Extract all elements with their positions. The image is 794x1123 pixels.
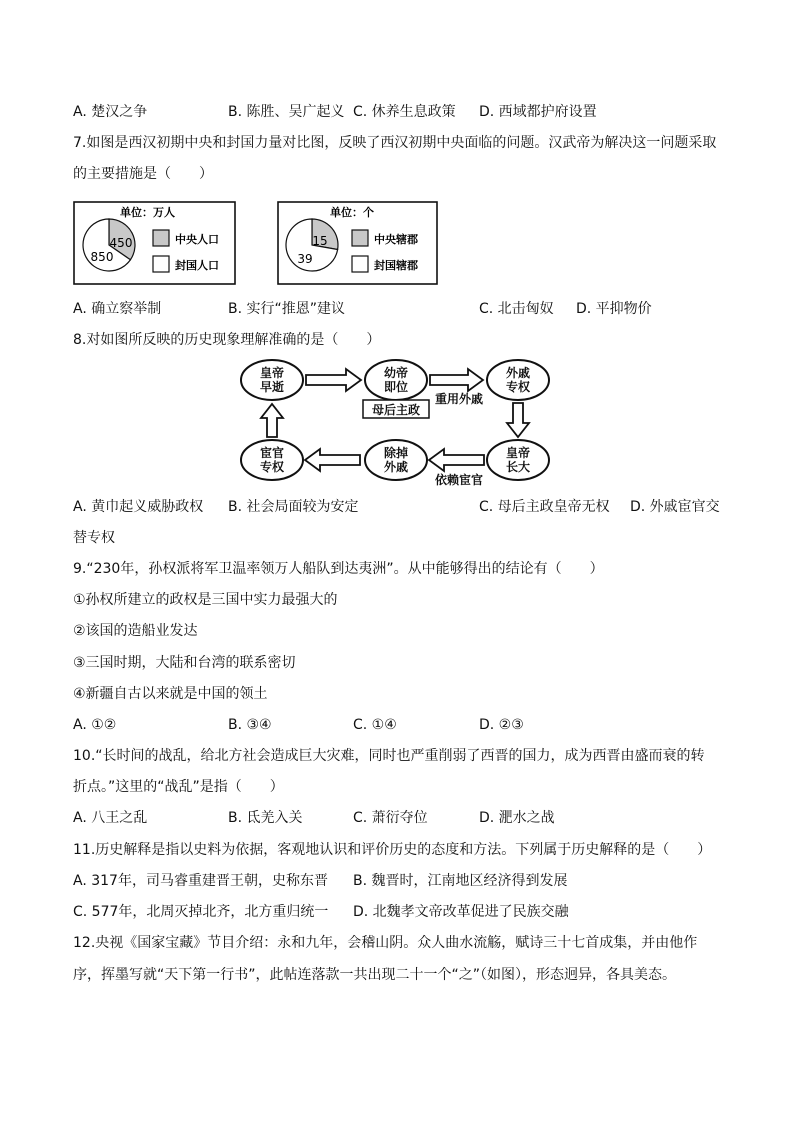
q9-option-d: D. ②③: [479, 717, 524, 733]
q11-option-d: D. 北魏孝文帝改革促进了民族交融: [353, 904, 569, 920]
pie-value-label: 450: [109, 236, 133, 250]
q11-option-c: C. 577年，北周灭掉北齐，北方重归统一: [73, 904, 329, 920]
legend-label: 中央辖郡: [374, 233, 418, 246]
arrow-3: [507, 403, 529, 437]
arrow-label-consort-kin: 重用外戚: [434, 392, 484, 406]
q9-stem: 9.“230年，孙权派将军卫温率领万人船队到达夷洲”。从中能够得出的结论有（ ）: [73, 561, 604, 577]
q8-option-d-wrap: 替专权: [73, 530, 115, 546]
chart-title: 单位：万人: [120, 206, 175, 219]
q7-option-c: C. 北击匈奴: [479, 301, 554, 317]
q10-stem-line1: 10.“长时间的战乱，给北方社会造成巨大灾难，同时也严重削弱了西晋的国力，成为西晋由盛而衰的转: [73, 748, 705, 764]
node5-line2: 外戚: [383, 460, 409, 474]
q6-option-c: C. 休养生息政策: [353, 104, 456, 120]
arrow-label-eunuchs: 依赖宦官: [434, 473, 484, 487]
node6-line1: 宦官: [259, 446, 285, 460]
q6-option-a: A. 楚汉之争: [73, 104, 148, 120]
q10-option-a: A. 八王之乱: [73, 810, 148, 826]
node2-line1: 幼帝: [383, 366, 409, 380]
node3-line2: 专权: [505, 380, 531, 394]
q11-option-a: A. 317年，司马睿重建晋王朝，史称东晋: [73, 873, 328, 889]
q7-option-d: D. 平抑物价: [576, 301, 652, 317]
q9-item-2: ②该国的造船业发达: [73, 623, 198, 639]
arrow-4: [429, 449, 484, 471]
legend-label: 封国人口: [175, 259, 219, 272]
q9-item-1: ①孙权所建立的政权是三国中实力最强大的: [73, 592, 338, 608]
q8-option-a: A. 黄巾起义威胁政权: [73, 499, 204, 515]
legend-label: 中央人口: [175, 233, 219, 246]
q10-stem-line2: 折点。”这里的“战乱”是指（ ）: [73, 779, 284, 795]
node3-line1: 外戚: [505, 366, 531, 380]
q10-option-b: B. 氐羌入关: [228, 810, 303, 826]
arrow-5: [305, 449, 360, 471]
arrow-2: [430, 369, 483, 391]
q8-option-b: B. 社会局面较为安定: [228, 499, 359, 515]
node4-line2: 长大: [505, 460, 531, 474]
q8-stem: 8.对如图所反映的历史现象理解准确的是（ ）: [73, 332, 381, 348]
node1-line2: 早逝: [259, 380, 285, 394]
node5-line1: 除掉: [383, 446, 409, 460]
q9-item-3: ③三国时期，大陆和台湾的联系密切: [73, 655, 296, 671]
q11-option-b: B. 魏晋时，江南地区经济得到发展: [353, 873, 568, 889]
node6-line2: 专权: [259, 460, 285, 474]
node1-line1: 皇帝: [259, 366, 285, 380]
pie-value-label: 15: [312, 234, 328, 248]
q6-option-b: B. 陈胜、吴广起义: [228, 104, 345, 120]
node4-line1: 皇帝: [505, 446, 531, 460]
q12-stem-line2: 序，挥墨写就“天下第一行书”，此帖连落款一共出现二十一个“之”（如图），形态迥异，各具美态。: [73, 967, 677, 983]
q7-stem-line1: 7.如图是西汉初期中央和封国力量对比图，反映了西汉初期中央面临的问题。汉武帝为解决这一问题采取: [73, 135, 717, 151]
node2-line2: 即位: [383, 380, 409, 394]
q7-stem-line2: 的主要措施是（ ）: [73, 166, 213, 182]
q9-option-c: C. ①④: [353, 717, 397, 733]
arrow-6: [261, 404, 283, 437]
mother-regent-label: 母后主政: [371, 403, 421, 417]
q11-stem: 11.历史解释是指以史料为依据，客观地认识和评价历史的态度和方法。下列属于历史解释的是（ ）: [73, 842, 712, 858]
q7-option-b: B. 实行“推恩”建议: [228, 301, 346, 317]
chart-title: 单位：个: [330, 206, 374, 219]
q8-option-d: D. 外戚宦官交: [630, 499, 720, 515]
q10-option-c: C. 萧衍夺位: [353, 810, 428, 826]
legend-label: 封国辖郡: [374, 259, 418, 272]
pie-value-label: 39: [297, 252, 313, 266]
q9-item-4: ④新疆自古以来就是中国的领土: [73, 686, 268, 702]
q10-option-d: D. 淝水之战: [479, 810, 555, 826]
q9-option-a: A. ①②: [73, 717, 117, 733]
q6-option-d: D. 西域都护府设置: [479, 104, 597, 120]
arrow-1: [306, 369, 361, 391]
q9-option-b: B. ③④: [228, 717, 272, 733]
q7-option-a: A. 确立察举制: [73, 301, 162, 317]
q12-stem-line1: 12.央视《国家宝藏》节目介绍：永和九年，会稽山阴。众人曲水流觞，赋诗三十七首成集，并由他作: [73, 935, 698, 951]
q8-option-c: C. 母后主政皇帝无权: [479, 499, 610, 515]
pie-value-label: 850: [90, 250, 114, 264]
